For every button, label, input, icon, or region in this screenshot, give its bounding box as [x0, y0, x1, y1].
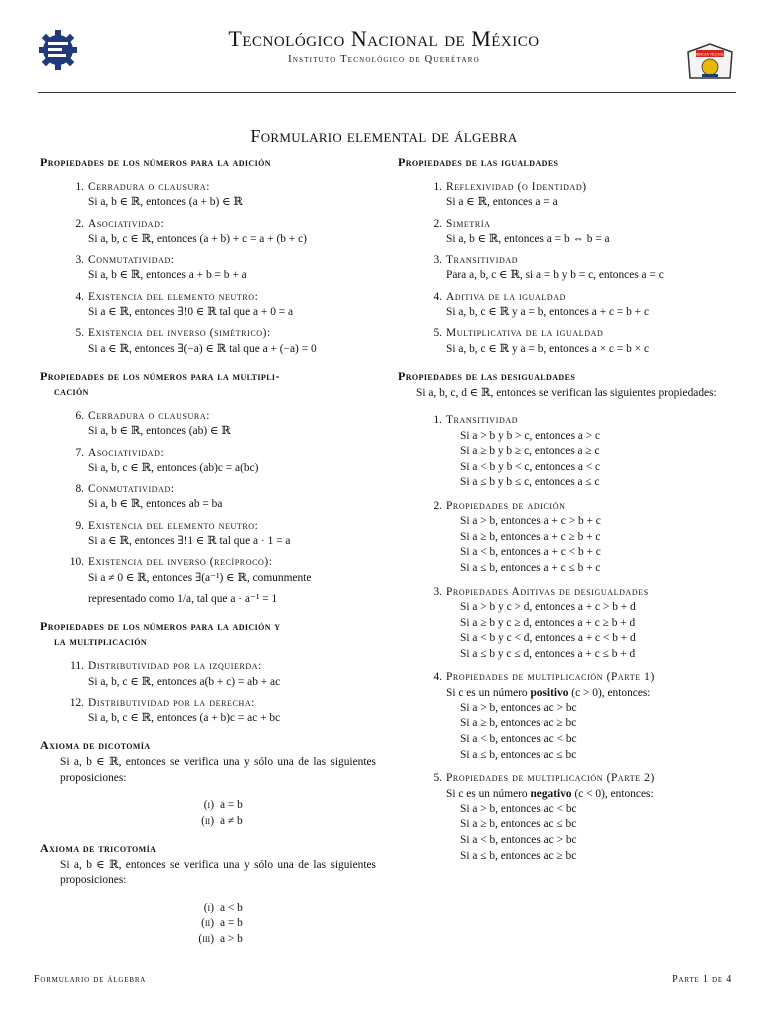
property-title: Cerradura o clausura:: [88, 409, 210, 422]
list-item: 4. Propiedades de multiplicación (Parte 1) Si c es un número positivo (c > 0), entonces: Si a > b, entonces ac > bc Si a ≥ b, entonces ac ≥ bc Si a < b, entonces ac < bc Si a ≤ b, entonces ac ≤ bc: [398, 670, 734, 763]
property-body: Si a ∈ ℝ, entonces a = a: [446, 196, 558, 209]
case-list: Si a > b, entonces ac < bc Si a ≥ b, entonces ac ≤ bc Si a < b, entonces ac > bc Si a ≤ b, entonces ac ≥ bc: [460, 802, 577, 862]
property-title: Distributividad por la derecha:: [88, 696, 255, 709]
property-title: Propiedades Aditivas de desigualdades: [446, 585, 649, 598]
property-title: Transitividad: [446, 414, 519, 427]
property-lead: Si c es un número positivo (c > 0), entonces:: [446, 686, 651, 699]
document-title: Formulario elemental de álgebra: [250, 126, 518, 146]
list-item: 2. Propiedades de adición Si a > b, entonces a + c > b + c Si a ≥ b, entonces a + c ≥ b + c Si a < b, entonces a + c < b + c Si a ≤ b, entonces a + c ≤ b + c: [398, 499, 734, 577]
list-item: 11. Distributividad por la izquierda: Si a, b, c ∈ ℝ, entonces a(b + c) = ab + ac: [40, 659, 376, 690]
page-header: [0, 26, 768, 65]
list-item: 5. Multiplicativa de la igualdad Si a, b, c ∈ ℝ y a = b, entonces a × c = b × c: [398, 326, 734, 357]
property-body: Si a, b ∈ ℝ, entonces (a + b) ∈ ℝ: [88, 196, 243, 209]
property-title: Asociatividad:: [88, 446, 165, 459]
section-heading-adicion-multiplicacion: Propiedades de los números para la adición y la multiplicación: [40, 619, 281, 649]
list-item: (iii) a > b: [198, 932, 243, 945]
property-title: Conmutatividad:: [88, 254, 175, 267]
itq-crest-icon: [684, 42, 736, 82]
list-item: 3. Transitividad Para a, b, c ∈ ℝ, si a = b y b = c, entonces a = c: [398, 253, 734, 284]
property-title: Existencia del inverso (simétrico):: [88, 327, 271, 340]
section-intro: Si a, b, c, d ∈ ℝ, entonces se verifican las siguientes propiedades:: [416, 386, 717, 399]
list-item: 3. Propiedades Aditivas de desigualdades Si a > b y c > d, entonces a + c > b + d Si a ≥ b y c ≥ d, entonces a + c ≥ b + d Si a < b y c < d, entonces a + c < b + d Si a ≤ b y c ≤ d, entonces a + c ≤ b + d: [398, 585, 734, 663]
institution-subtitle: Instituto Tecnológico de Querétaro: [288, 54, 480, 65]
property-title: Conmutatividad:: [88, 483, 175, 496]
case-list: Si a > b, entonces ac > bc Si a ≥ b, entonces ac ≥ bc Si a < b, entonces ac < bc Si a ≤ b, entonces ac ≤ bc: [460, 701, 577, 761]
property-body-cont: representado como 1/a, tal que a · a⁻¹ = 1: [88, 592, 278, 605]
list-item: 7. Asociatividad: Si a, b, c ∈ ℝ, entonces (ab)c = a(bc): [40, 446, 376, 477]
axiom-body: Si a, b ∈ ℝ, entonces se verifica una y sólo una de las siguientes proposiciones:: [60, 756, 376, 784]
property-title: Propiedades de multiplicación (Parte 1): [446, 671, 655, 684]
section-heading-igualdades: Propiedades de las igualdades: [398, 155, 559, 169]
property-title: Propiedades de multiplicación (Parte 2): [446, 772, 655, 785]
crest-label: CIENCIA TÉCNICA: [692, 51, 728, 57]
case-list: Si a > b y c > d, entonces a + c > b + d Si a ≥ b y c ≥ d, entonces a + c ≥ b + d Si a < b y c < d, entonces a + c < b + d Si a ≤ b y c ≤ d, entonces a + c ≤ b + d: [460, 600, 636, 660]
property-title: Distributividad por la izquierda:: [88, 660, 262, 673]
property-body: Si a, b, c ∈ ℝ, entonces (a + b) + c = a + (b + c): [88, 232, 307, 245]
property-title: Multiplicativa de la igualdad: [446, 327, 604, 340]
list-item: 5. Propiedades de multiplicación (Parte 2) Si c es un número negativo (c < 0), entonces: Si a > b, entonces ac < bc Si a ≥ b, entonces ac ≤ bc Si a < b, entonces ac > bc Si a ≤ b, entonces ac ≥ bc: [398, 771, 734, 864]
list-item: (i) a < b: [203, 901, 243, 914]
property-body: Si a, b ∈ ℝ, entonces (ab) ∈ ℝ: [88, 425, 231, 438]
list-item: 4. Aditiva de la igualdad Si a, b, c ∈ ℝ y a = b, entonces a + c = b + c: [398, 290, 734, 321]
footer-doc-name: Formulario de álgebra: [34, 974, 147, 985]
property-body: Si a, b, c ∈ ℝ y a = b, entonces a × c = b × c: [446, 342, 650, 355]
property-title: Reflexividad (o Identidad): [446, 181, 587, 193]
property-body: Si a, b, c ∈ ℝ y a = b, entonces a + c = b + c: [446, 306, 650, 319]
list-item: 5. Existencia del inverso (simétrico): Si a ∈ ℝ, entonces ∃(−a) ∈ ℝ tal que a + (−a) = 0: [40, 326, 376, 357]
list-item: 6. Cerradura o clausura: Si a, b ∈ ℝ, entonces (ab) ∈ ℝ: [40, 409, 376, 440]
section-heading-desigualdades: Propiedades de las desigualdades: [398, 368, 576, 383]
list-item: 9. Existencia del elemento neutro: Si a ∈ ℝ, entonces ∃!1 ∈ ℝ tal que a · 1 = a: [40, 519, 376, 550]
list-item: (ii) a ≠ b: [201, 814, 243, 827]
property-title: Transitividad: [446, 254, 519, 267]
case-list: [190, 798, 376, 829]
list-item: 1. Cerradura o clausura: Si a, b ∈ ℝ, entonces (a + b) ∈ ℝ: [40, 180, 376, 211]
case-list: Si a > b, entonces a + c > b + c Si a ≥ b, entonces a + c ≥ b + c Si a < b, entonces a + c < b + c Si a ≤ b, entonces a + c ≤ b + c: [460, 515, 601, 575]
case-list: [190, 901, 376, 948]
footer-page-number: Parte 1 de 4: [672, 974, 732, 985]
list-item: 1. Reflexividad (o Identidad) Si a ∈ ℝ, entonces a = a: [398, 180, 734, 211]
property-title: Propiedades de adición: [446, 499, 566, 512]
list-item: 4. Existencia del elemento neutro: Si a ∈ ℝ, entonces ∃!0 ∈ ℝ tal que a + 0 = a: [40, 290, 376, 321]
property-body: Para a, b, c ∈ ℝ, si a = b y b = c, entonces a = c: [446, 269, 664, 282]
property-title: Existencia del elemento neutro:: [88, 290, 259, 303]
list-item: 1. Transitividad Si a > b y b > c, entonces a > c Si a ≥ b y b ≥ c, entonces a ≥ c Si a < b y b < c, entonces a < c Si a ≤ b y b ≤ c, entonces a ≤ c: [398, 413, 734, 491]
section-heading-tricotomia: Axioma de tricotomía: [40, 841, 157, 856]
list-item: 2. Asociatividad: Si a, b, c ∈ ℝ, entonces (a + b) + c = a + (b + c): [40, 217, 376, 248]
property-title: Asociatividad:: [88, 217, 165, 230]
list-item: 3. Conmutatividad: Si a, b ∈ ℝ, entonces a + b = b + a: [40, 253, 376, 284]
property-title: Aditiva de la igualdad: [446, 290, 567, 303]
right-column: [398, 155, 734, 870]
list-item: 12. Distributividad por la derecha: Si a, b, c ∈ ℝ, entonces (a + b)c = ac + bc: [40, 696, 376, 727]
property-body: Si a, b ∈ ℝ, entonces a + b = b + a: [88, 269, 247, 282]
property-body: Si a, b, c ∈ ℝ, entonces a(b + c) = ab + ac: [88, 675, 281, 688]
property-body: Si a, b ∈ ℝ, entonces a = b ⇔ b = a: [446, 232, 610, 245]
property-body: Si a, b, c ∈ ℝ, entonces (a + b)c = ac + bc: [88, 712, 281, 725]
property-title: Simetría: [446, 217, 491, 230]
property-body: Si a ∈ ℝ, entonces ∃!1 ∈ ℝ tal que a · 1 = a: [88, 535, 291, 548]
property-title: Existencia del inverso (recíproco):: [88, 556, 273, 569]
property-body: Si a ∈ ℝ, entonces ∃!0 ∈ ℝ tal que a + 0 = a: [88, 306, 294, 319]
left-column: [40, 155, 376, 959]
property-body: Si a, b, c ∈ ℝ, entonces (ab)c = a(bc): [88, 461, 259, 474]
section-heading-multiplicacion: Propiedades de los números para la multipli- cación: [40, 368, 280, 398]
institution-title: Tecnológico Nacional de México: [228, 26, 540, 51]
property-title: Cerradura o clausura:: [88, 181, 210, 193]
header-rule: [38, 92, 736, 93]
section-heading-adicion: Propiedades de los números para la adición: [40, 155, 271, 169]
property-body: Si a ≠ 0 ∈ ℝ, entonces ∃(a⁻¹) ∈ ℝ, comunmente: [88, 571, 312, 584]
axiom-body: Si a, b ∈ ℝ, entonces se verifica una y sólo una de las siguientes proposiciones:: [60, 859, 376, 887]
case-list: Si a > b y b > c, entonces a > c Si a ≥ b y b ≥ c, entonces a ≥ c Si a < b y b < c, entonces a < c Si a ≤ b y b ≤ c, entonces a ≤ c: [460, 429, 601, 489]
list-item: 10. Existencia del inverso (recíproco): Si a ≠ 0 ∈ ℝ, entonces ∃(a⁻¹) ∈ ℝ, comunmente representado como 1/a, tal que a · a⁻¹ = 1: [40, 555, 376, 607]
list-item: (ii) a = b: [201, 917, 243, 930]
property-body: Si a ∈ ℝ, entonces ∃(−a) ∈ ℝ tal que a + (−a) = 0: [88, 342, 317, 355]
property-lead: Si c es un número negativo (c < 0), entonces:: [446, 787, 654, 800]
section-heading-dicotomia: Axioma de dicotomía: [40, 738, 151, 753]
property-body: Si a, b ∈ ℝ, entonces ab = ba: [88, 498, 223, 511]
list-item: 2. Simetría Si a, b ∈ ℝ, entonces a = b ⇔ b = a: [398, 217, 734, 248]
property-title: Existencia del elemento neutro:: [88, 519, 259, 532]
list-item: 8. Conmutatividad: Si a, b ∈ ℝ, entonces ab = ba: [40, 482, 376, 513]
list-item: (i) a = b: [203, 799, 243, 812]
